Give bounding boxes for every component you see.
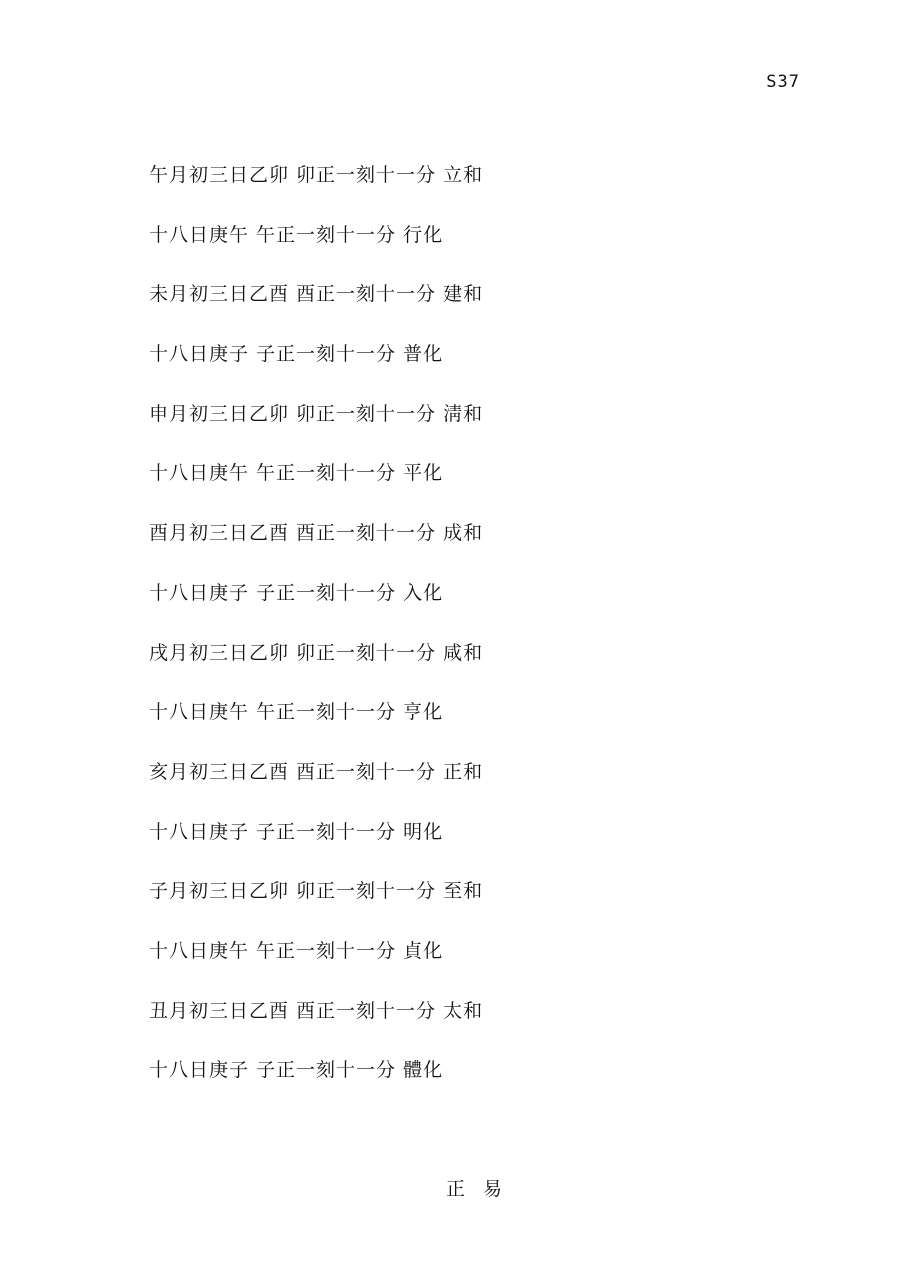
page-footer-title: 正 易 (445, 1178, 503, 1200)
calendar-entry: 十八日庚子 子正一刻十一分 普化 (149, 343, 444, 366)
calendar-entry: 未月初三日乙酉 酉正一刻十一分 建和 (149, 283, 484, 306)
calendar-entry: 戌月初三日乙卯 卯正一刻十一分 咸和 (149, 641, 484, 664)
calendar-entry: 十八日庚午 午正一刻十一分 平化 (149, 462, 444, 485)
calendar-entry: 申月初三日乙卯 卯正一刻十一分 淸和 (149, 402, 484, 425)
calendar-entry: 子月初三日乙卯 卯正一刻十一分 至和 (149, 880, 484, 903)
calendar-entry-list (149, 160, 483, 1115)
calendar-entry: 十八日庚午 午正一刻十一分 亨化 (149, 701, 444, 724)
calendar-entry: 酉月初三日乙酉 酉正一刻十一分 成和 (149, 522, 484, 545)
calendar-entry: 丑月初三日乙酉 酉正一刻十一分 太和 (149, 999, 484, 1022)
calendar-entry: 十八日庚子 子正一刻十一分 體化 (149, 1059, 444, 1082)
page-number: S37 (766, 72, 800, 92)
calendar-entry: 亥月初三日乙酉 酉正一刻十一分 正和 (149, 760, 484, 783)
calendar-entry: 十八日庚午 午正一刻十一分 貞化 (149, 939, 444, 962)
calendar-entry: 十八日庚子 子正一刻十一分 入化 (149, 581, 444, 604)
calendar-entry: 午月初三日乙卯 卯正一刻十一分 立和 (149, 164, 484, 186)
calendar-entry: 十八日庚午 午正一刻十一分 行化 (149, 223, 444, 246)
calendar-entry: 十八日庚子 子正一刻十一分 明化 (149, 820, 444, 843)
